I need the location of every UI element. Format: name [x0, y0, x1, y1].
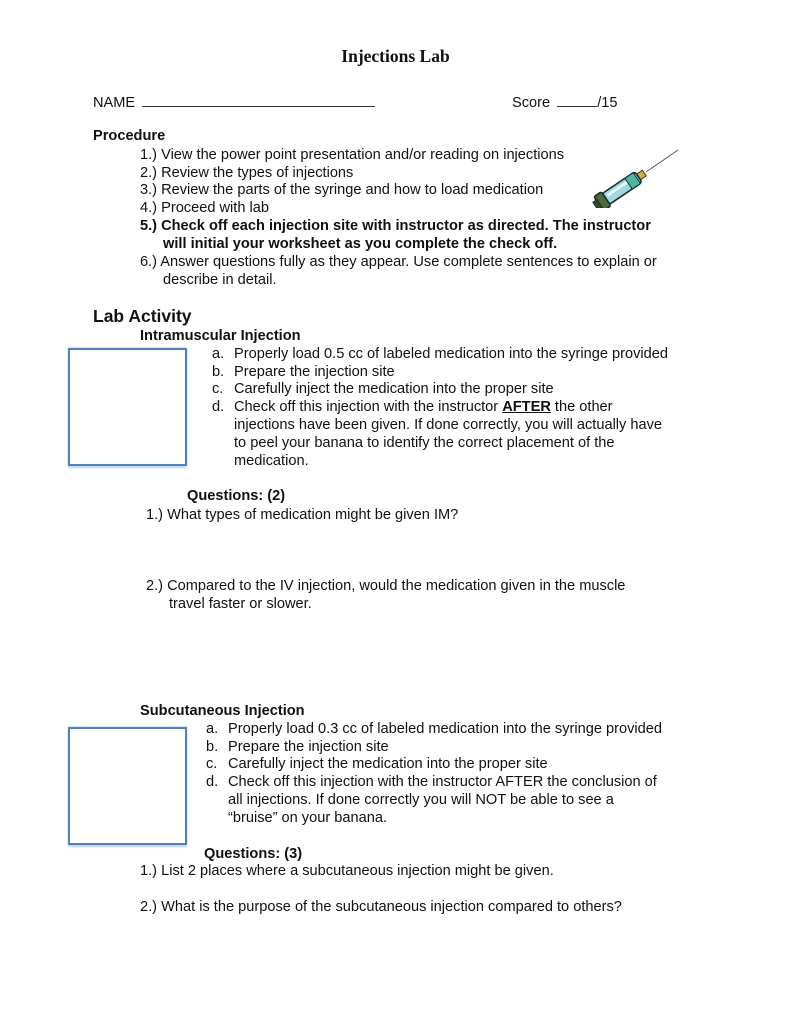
step-letter: c.: [212, 381, 224, 397]
step-text: Properly load 0.5 cc of labeled medication into the syringe provided: [234, 346, 669, 362]
step-letter: a.: [206, 721, 219, 737]
step-text: Check off this injection with the instructor AFTER the conclusion of: [228, 774, 657, 790]
question-number: 2.): [140, 899, 158, 915]
name-label: NAME: [93, 95, 136, 111]
question-item: [146, 577, 625, 595]
step-text: Properly load 0.3 cc of labeled medication into the syringe provided: [228, 721, 663, 737]
step-item: [206, 720, 662, 738]
procedure-heading: Procedure: [93, 128, 166, 144]
procedure-item: [140, 199, 269, 217]
step-text: Carefully inject the medication into the proper site: [234, 381, 554, 397]
question-continuation: travel faster or slower.: [169, 596, 312, 612]
step-text: Check off this injection with the instructor: [234, 399, 503, 415]
step-item: [212, 380, 554, 398]
step-continuation: to peel your banana to identify the correct placement of the: [234, 435, 615, 451]
question-number: 1.): [146, 507, 164, 523]
item-number: 6.): [140, 254, 158, 270]
name-blank-line[interactable]: [142, 92, 375, 107]
step-text: Prepare the injection site: [234, 364, 395, 380]
step-letter: b.: [212, 364, 225, 380]
procedure-item: [140, 146, 564, 164]
item-text: View the power point presentation and/or reading on injections: [161, 147, 565, 163]
subcutaneous-heading: Subcutaneous Injection: [140, 703, 305, 719]
step-letter: d.: [206, 774, 219, 790]
item-number: 5.): [140, 218, 158, 234]
item-number: 3.): [140, 182, 158, 198]
step-continuation: all injections. If done correctly you will NOT be able to see a: [228, 792, 614, 808]
question-item: [140, 862, 554, 880]
step-item: [212, 363, 395, 381]
step-text: the other: [550, 399, 613, 415]
syringe-icon: [588, 146, 683, 208]
step-item: [206, 738, 389, 756]
question-item: [140, 898, 622, 916]
intramuscular-heading: Intramuscular Injection: [140, 328, 301, 344]
step-continuation: injections have been given. If done correctly, you will actually have: [234, 417, 663, 433]
page-title: Injections Lab: [341, 46, 450, 66]
lab-activity-heading: Lab Activity: [93, 306, 192, 326]
procedure-item: [140, 253, 657, 271]
score-label: Score: [512, 95, 551, 111]
intramuscular-checkoff-box[interactable]: [68, 348, 187, 466]
step-letter: b.: [206, 739, 219, 755]
item-text: Proceed with lab: [161, 200, 269, 216]
step-item: [212, 398, 613, 416]
item-text: Review the types of injections: [161, 165, 354, 181]
question-text: What types of medication might be given IM?: [167, 507, 459, 523]
intramuscular-questions-heading: Questions: (2): [187, 488, 286, 504]
item-text: Review the parts of the syringe and how to load medication: [161, 182, 544, 198]
step-text: Prepare the injection site: [228, 739, 389, 755]
subcutaneous-questions-heading: Questions: (3): [204, 846, 303, 862]
step-continuation: “bruise” on your banana.: [228, 810, 388, 826]
procedure-item: [140, 164, 353, 182]
step-text: Carefully inject the medication into the proper site: [228, 756, 548, 772]
procedure-item: [140, 181, 543, 199]
question-item: [146, 506, 458, 524]
step-letter: c.: [206, 756, 218, 772]
question-text: Compared to the IV injection, would the medication given in the muscle: [167, 578, 626, 594]
step-letter: a.: [212, 346, 225, 362]
item-number: 2.): [140, 165, 158, 181]
step-item: [212, 345, 668, 363]
score-blank-line[interactable]: [557, 92, 597, 107]
item-text: Answer questions fully as they appear. Use complete sentences to explain or: [160, 254, 657, 270]
emphasis-after: AFTER: [502, 399, 551, 415]
step-item: [206, 773, 657, 791]
subcutaneous-checkoff-box[interactable]: [68, 727, 187, 845]
step-continuation: medication.: [234, 453, 309, 469]
name-field[interactable]: [93, 92, 375, 112]
step-letter: d.: [212, 399, 225, 415]
question-number: 2.): [146, 578, 164, 594]
question-text: What is the purpose of the subcutaneous injection compared to others?: [161, 899, 622, 915]
score-field: [512, 92, 617, 112]
item-number: 4.): [140, 200, 158, 216]
procedure-item: [140, 217, 651, 235]
procedure-item-continuation: describe in detail.: [163, 272, 277, 288]
item-number: 1.): [140, 147, 158, 163]
procedure-item-continuation: will initial your worksheet as you complete the check off.: [163, 236, 558, 252]
score-total: /15: [597, 95, 618, 111]
question-number: 1.): [140, 863, 158, 879]
step-item: [206, 755, 548, 773]
question-text: List 2 places where a subcutaneous injection might be given.: [161, 863, 554, 879]
item-text: Check off each injection site with instructor as directed. The instructor: [161, 218, 651, 234]
